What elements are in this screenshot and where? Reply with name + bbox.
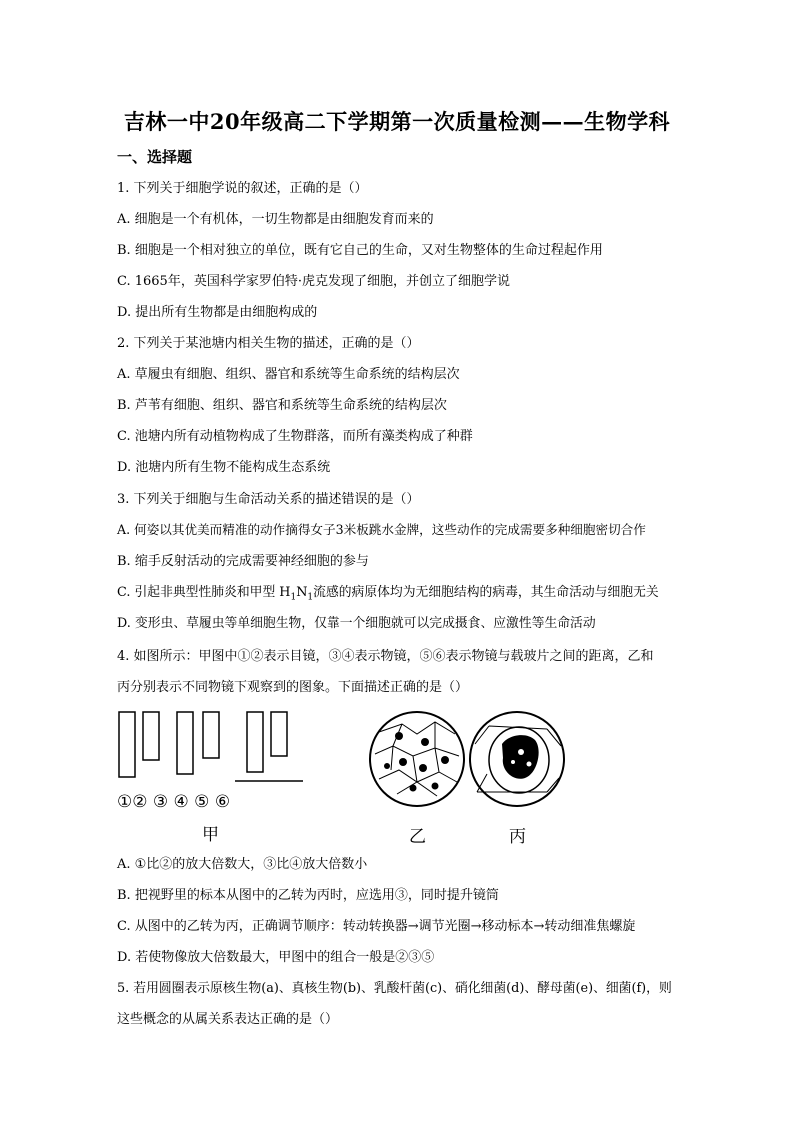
- eyepiece-1-icon: [119, 712, 135, 777]
- microscope-figure: [117, 704, 617, 854]
- question-2-option-b: B. 芦苇有细胞、组织、器官和系统等生命系统的结构层次: [117, 398, 447, 413]
- question-4-option-a: A. ①比②的放大倍数大，③比④放大倍数小: [117, 857, 368, 872]
- question-4-option-d: D. 若使物像放大倍数最大，甲图中的组合一般是②③⑤: [117, 950, 435, 965]
- section-heading: 一、选择题: [117, 148, 193, 166]
- question-5-stem-line-1: 5. 若用圆圈表示原核生物(a)、真核生物(b)、乳酸杆菌(c)、硝化细菌(d)、酵母菌(e)、细菌(f)，则: [117, 981, 672, 996]
- objective-distance-6-icon: [271, 712, 287, 756]
- question-3-option-d: D. 变形虫、草履虫等单细胞生物，仅靠一个细胞就可以完成摄食、应激性等生命活动: [117, 616, 596, 631]
- question-3-option-a: A. 何姿以其优美而精准的动作摘得女子3米板跳水金牌，这些动作的完成需要多种细胞密切合作: [117, 522, 646, 537]
- question-5-stem-line-2: 这些概念的从属关系表达正确的是（）: [117, 1012, 339, 1027]
- question-3-stem: 3. 下列关于细胞与生命活动关系的描述错误的是（）: [117, 492, 420, 507]
- label-yi: 乙: [409, 827, 426, 847]
- question-3-option-b: B. 缩手反射活动的完成需要神经细胞的参与: [117, 554, 369, 569]
- figure-number-labels: ①② ③ ④ ⑤ ⑥: [117, 792, 231, 812]
- question-4-option-c: C. 从图中的乙转为丙，正确调节顺序：转动转换器→调节光圈→移动标本→转动细准焦螺旋: [117, 919, 636, 934]
- question-2-option-d: D. 池塘内所有生物不能构成生态系统: [117, 460, 331, 475]
- microscope-diagram: [117, 704, 617, 854]
- eyepiece-2-icon: [143, 712, 159, 760]
- question-1-option-d: D. 提出所有生物都是由细胞构成的: [117, 305, 318, 320]
- page-title: 吉林一中20年级高二下学期第一次质量检测——生物学科: [123, 109, 671, 134]
- label-bing: 丙: [509, 827, 526, 847]
- question-1-stem: 1. 下列关于细胞学说的叙述，正确的是（）: [117, 181, 368, 196]
- question-1-option-c: C. 1665年，英国科学家罗伯特·虎克发现了细胞，并创立了细胞学说: [117, 274, 510, 289]
- question-2-option-c: C. 池塘内所有动植物构成了生物群落，而所有藻类构成了种群: [117, 429, 473, 444]
- view-yi-icon: [370, 712, 464, 806]
- objective-distance-5-icon: [247, 712, 263, 772]
- view-bing-icon: [470, 712, 564, 806]
- objective-3-icon: [177, 712, 193, 774]
- question-2-option-a: A. 草履虫有细胞、组织、器官和系统等生命系统的结构层次: [117, 367, 460, 382]
- question-3-option-c: C. 引起非典型性肺炎和甲型 $H_1N_1$流感的病原体均为无细胞结构的病毒，其生命活动与细胞无关: [117, 585, 659, 603]
- objective-4-icon: [203, 712, 219, 758]
- question-4-stem-line-2: 丙分别表示不同物镜下观察到的图象。下面描述正确的是（）: [117, 680, 469, 695]
- question-4-option-b: B. 把视野里的标本从图中的乙转为丙时，应选用③，同时提升镜筒: [117, 888, 499, 903]
- question-1-option-b: B. 细胞是一个相对独立的单位，既有它自己的生命，又对生物整体的生命过程起作用: [117, 243, 603, 258]
- label-jia: 甲: [202, 825, 219, 845]
- question-4-stem-line-1: 4. 如图所示：甲图中①②表示目镜，③④表示物镜，⑤⑥表示物镜与载玻片之间的距离，乙和: [117, 649, 654, 664]
- question-2-stem: 2. 下列关于某池塘内相关生物的描述，正确的是（）: [117, 336, 420, 351]
- question-1-option-a: A. 细胞是一个有机体，一切生物都是由细胞发育而来的: [117, 212, 434, 227]
